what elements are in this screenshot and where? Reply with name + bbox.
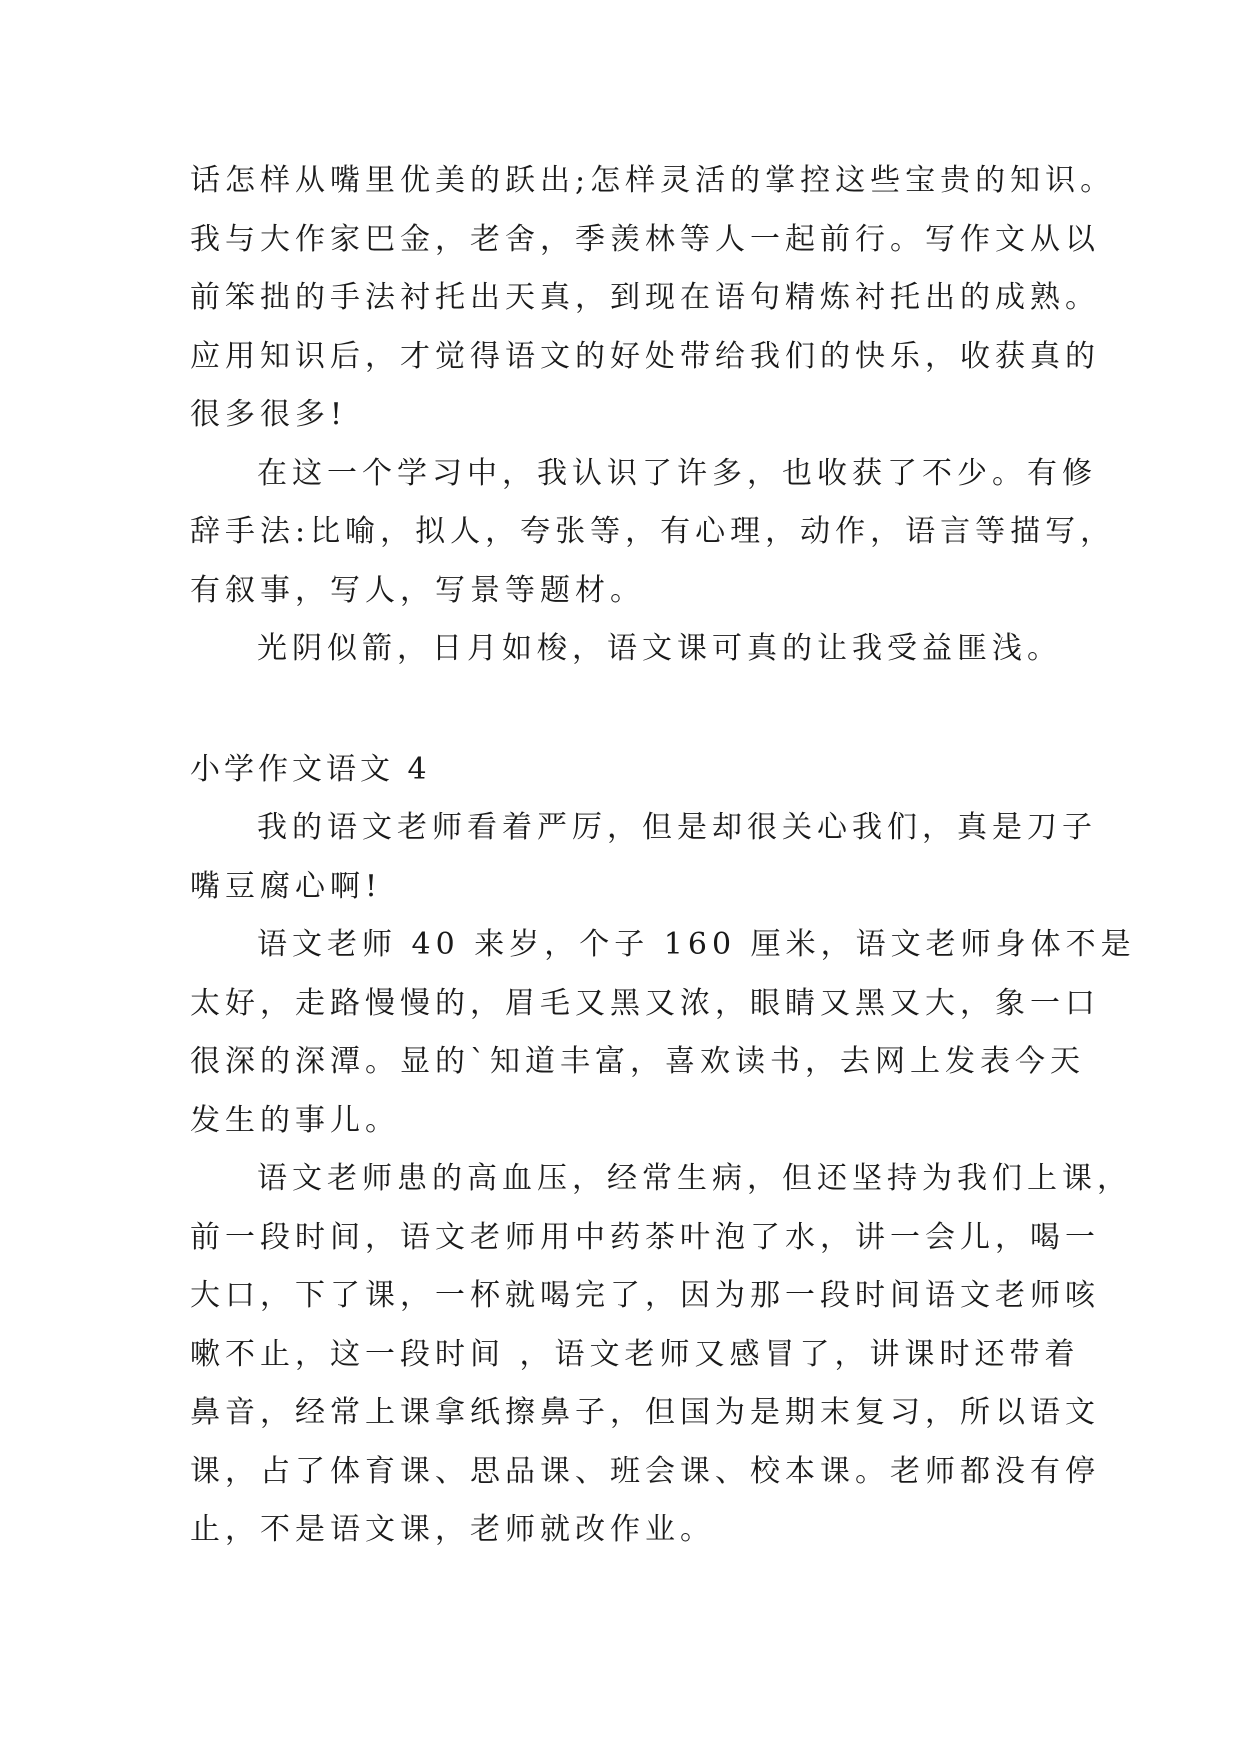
section-heading: 小学作文语文 4	[190, 751, 431, 787]
paragraph	[190, 916, 1136, 1150]
text-line: 有叙事，写人，写景等题材。	[190, 572, 645, 608]
text-line: 太好，走路慢慢的，眉毛又黑又浓，眼睛又黑又大，象一口	[190, 985, 1100, 1021]
text-line: 辞手法:比喻，拟人，夸张等，有心理，动作，语言等描写，	[190, 514, 1116, 549]
text-line: 大口，下了课，一杯就喝完了，因为那一段时间语文老师咳	[190, 1278, 1100, 1313]
paragraph	[190, 799, 1097, 916]
text-line: 很多很多!	[190, 397, 348, 432]
paragraph	[190, 1150, 1132, 1560]
paragraph	[190, 152, 1116, 445]
text-line: 发生的事儿。	[190, 1102, 400, 1138]
text-line: 止，不是语文课，老师就改作业。	[190, 1512, 715, 1547]
text-line: 前一段时间，语文老师用中药茶叶泡了水，讲一会儿，喝一	[190, 1219, 1100, 1255]
text-line: 前笨拙的手法衬托出天真，到现在语句精炼衬托出的成熟。	[190, 280, 1100, 315]
text-line: 语文老师 40 来岁，个子 160 厘米，语文老师身体不是	[257, 927, 1136, 962]
paragraph	[190, 445, 1116, 621]
text-line: 很深的深潭。显的`知道丰富，喜欢读书，去网上发表今天	[190, 1044, 1085, 1079]
text-line: 应用知识后，才觉得语文的好处带给我们的快乐，收获真的	[190, 338, 1100, 374]
text-line: 我的语文老师看着严厉，但是却很关心我们，真是刀子	[257, 810, 1097, 845]
text-line: 光阴似箭，日月如梭，语文课可真的让我受益匪浅。	[257, 631, 1062, 666]
text-line: 话怎样从嘴里优美的跃出;怎样灵活的掌控这些宝贵的知识。	[190, 163, 1116, 198]
text-line: 嘴豆腐心啊!	[190, 868, 383, 904]
section-gap	[190, 679, 1090, 741]
document-page	[190, 152, 1136, 1560]
text-line: 嗽不止，这一段时间 ，语文老师又感冒了，讲课时还带着	[190, 1336, 1080, 1372]
text-line: 课，占了体育课、思品课、班会课、校本课。老师都没有停	[190, 1453, 1100, 1489]
paragraph	[190, 620, 1090, 679]
text-line: 在这一个学习中，我认识了许多，也收获了不少。有修	[257, 455, 1097, 491]
text-line: 鼻音，经常上课拿纸擦鼻子，但国为是期末复习，所以语文	[190, 1395, 1100, 1430]
text-line: 语文老师患的高血压，经常生病，但还坚持为我们上课，	[257, 1161, 1132, 1196]
text-line: 我与大作家巴金，老舍，季羡林等人一起前行。写作文从以	[190, 221, 1100, 257]
